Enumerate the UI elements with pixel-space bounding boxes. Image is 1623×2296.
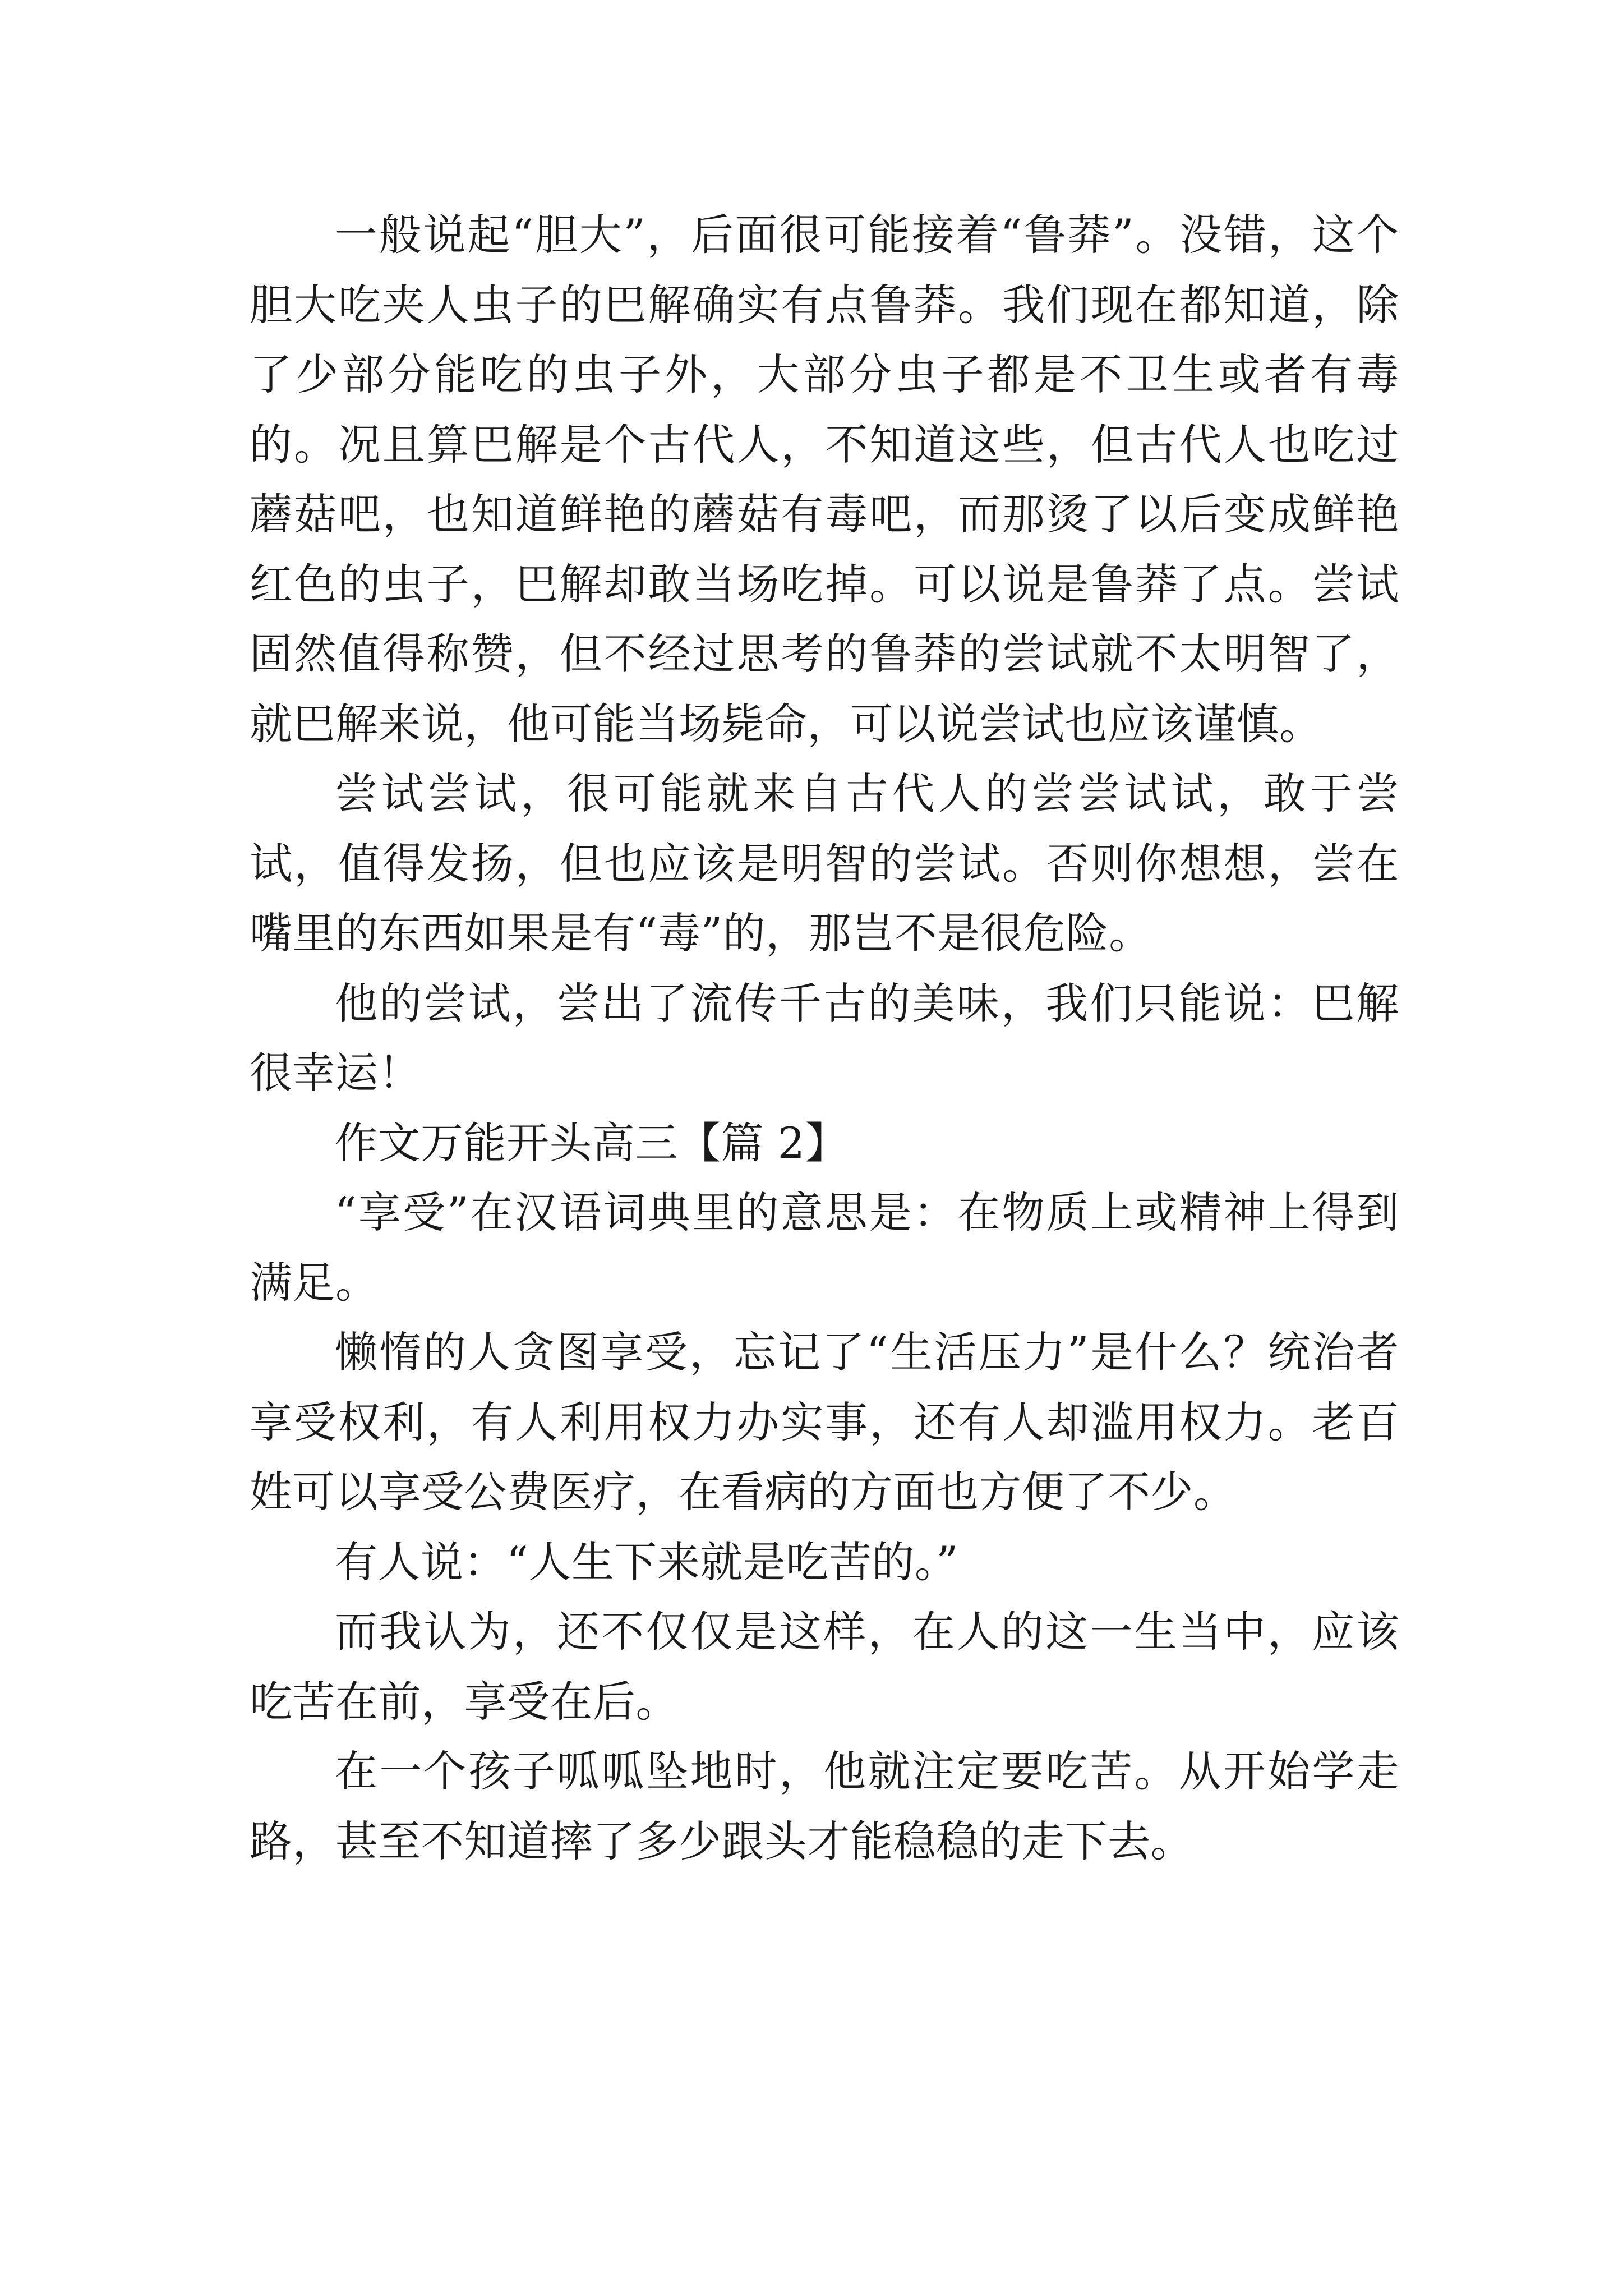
paragraph-3: 他的尝试，尝出了流传千古的美味，我们只能说：巴解很幸运！ bbox=[250, 978, 1399, 1098]
section-heading: 作文万能开头高三【篇 2】 bbox=[335, 1117, 849, 1168]
paragraph-5: “享受”在汉语词典里的意思是：在物质上或精神上得到满足。 bbox=[250, 1188, 1399, 1308]
paragraph-6: 懒惰的人贪图享受，忘记了“生活压力”是什么？统治者享受权利，有人利用权力办实事，还有人却滥用权力。老百姓可以享受公费医疗，在看病的方面也方便了不少。 bbox=[250, 1327, 1399, 1517]
paragraph-2: 尝试尝试，很可能就来自古代人的尝尝试试，敢于尝试，值得发扬，但也应该是明智的尝试。否则你想想，尝在嘴里的东西如果是有“毒”的，那岂不是很危险。 bbox=[250, 769, 1399, 958]
document-body bbox=[250, 200, 1399, 1876]
paragraph-7: 有人说：“人生下来就是吃苦的。” bbox=[335, 1536, 958, 1587]
paragraph-1: 一般说起“胆大”，后面很可能接着“鲁莽”。没错，这个胆大吃夹人虫子的巴解确实有点鲁莽。我们现在都知道，除了少部分能吃的虫子外，大部分虫子都是不卫生或者有毒的。况且算巴解是个古代人，不知道这些，但古代人也吃过蘑菇吧，也知道鲜艳的蘑菇有毒吧，而那烫了以后变成鲜艳红色的虫子，巴解却敢当场吃掉。可以说是鲁莽了点。尝试固然值得称赞，但不经过思考的鲁莽的尝试就不太明智了，就巴解来说，他可能当场毙命，可以说尝试也应该谨慎。 bbox=[250, 210, 1399, 749]
paragraph-8: 而我认为，还不仅仅是这样，在人的这一生当中，应该吃苦在前，享受在后。 bbox=[250, 1607, 1399, 1727]
paragraph-9: 在一个孩子呱呱坠地时，他就注定要吃苦。从开始学走路，甚至不知道摔了多少跟头才能稳稳的走下去。 bbox=[250, 1746, 1399, 1866]
